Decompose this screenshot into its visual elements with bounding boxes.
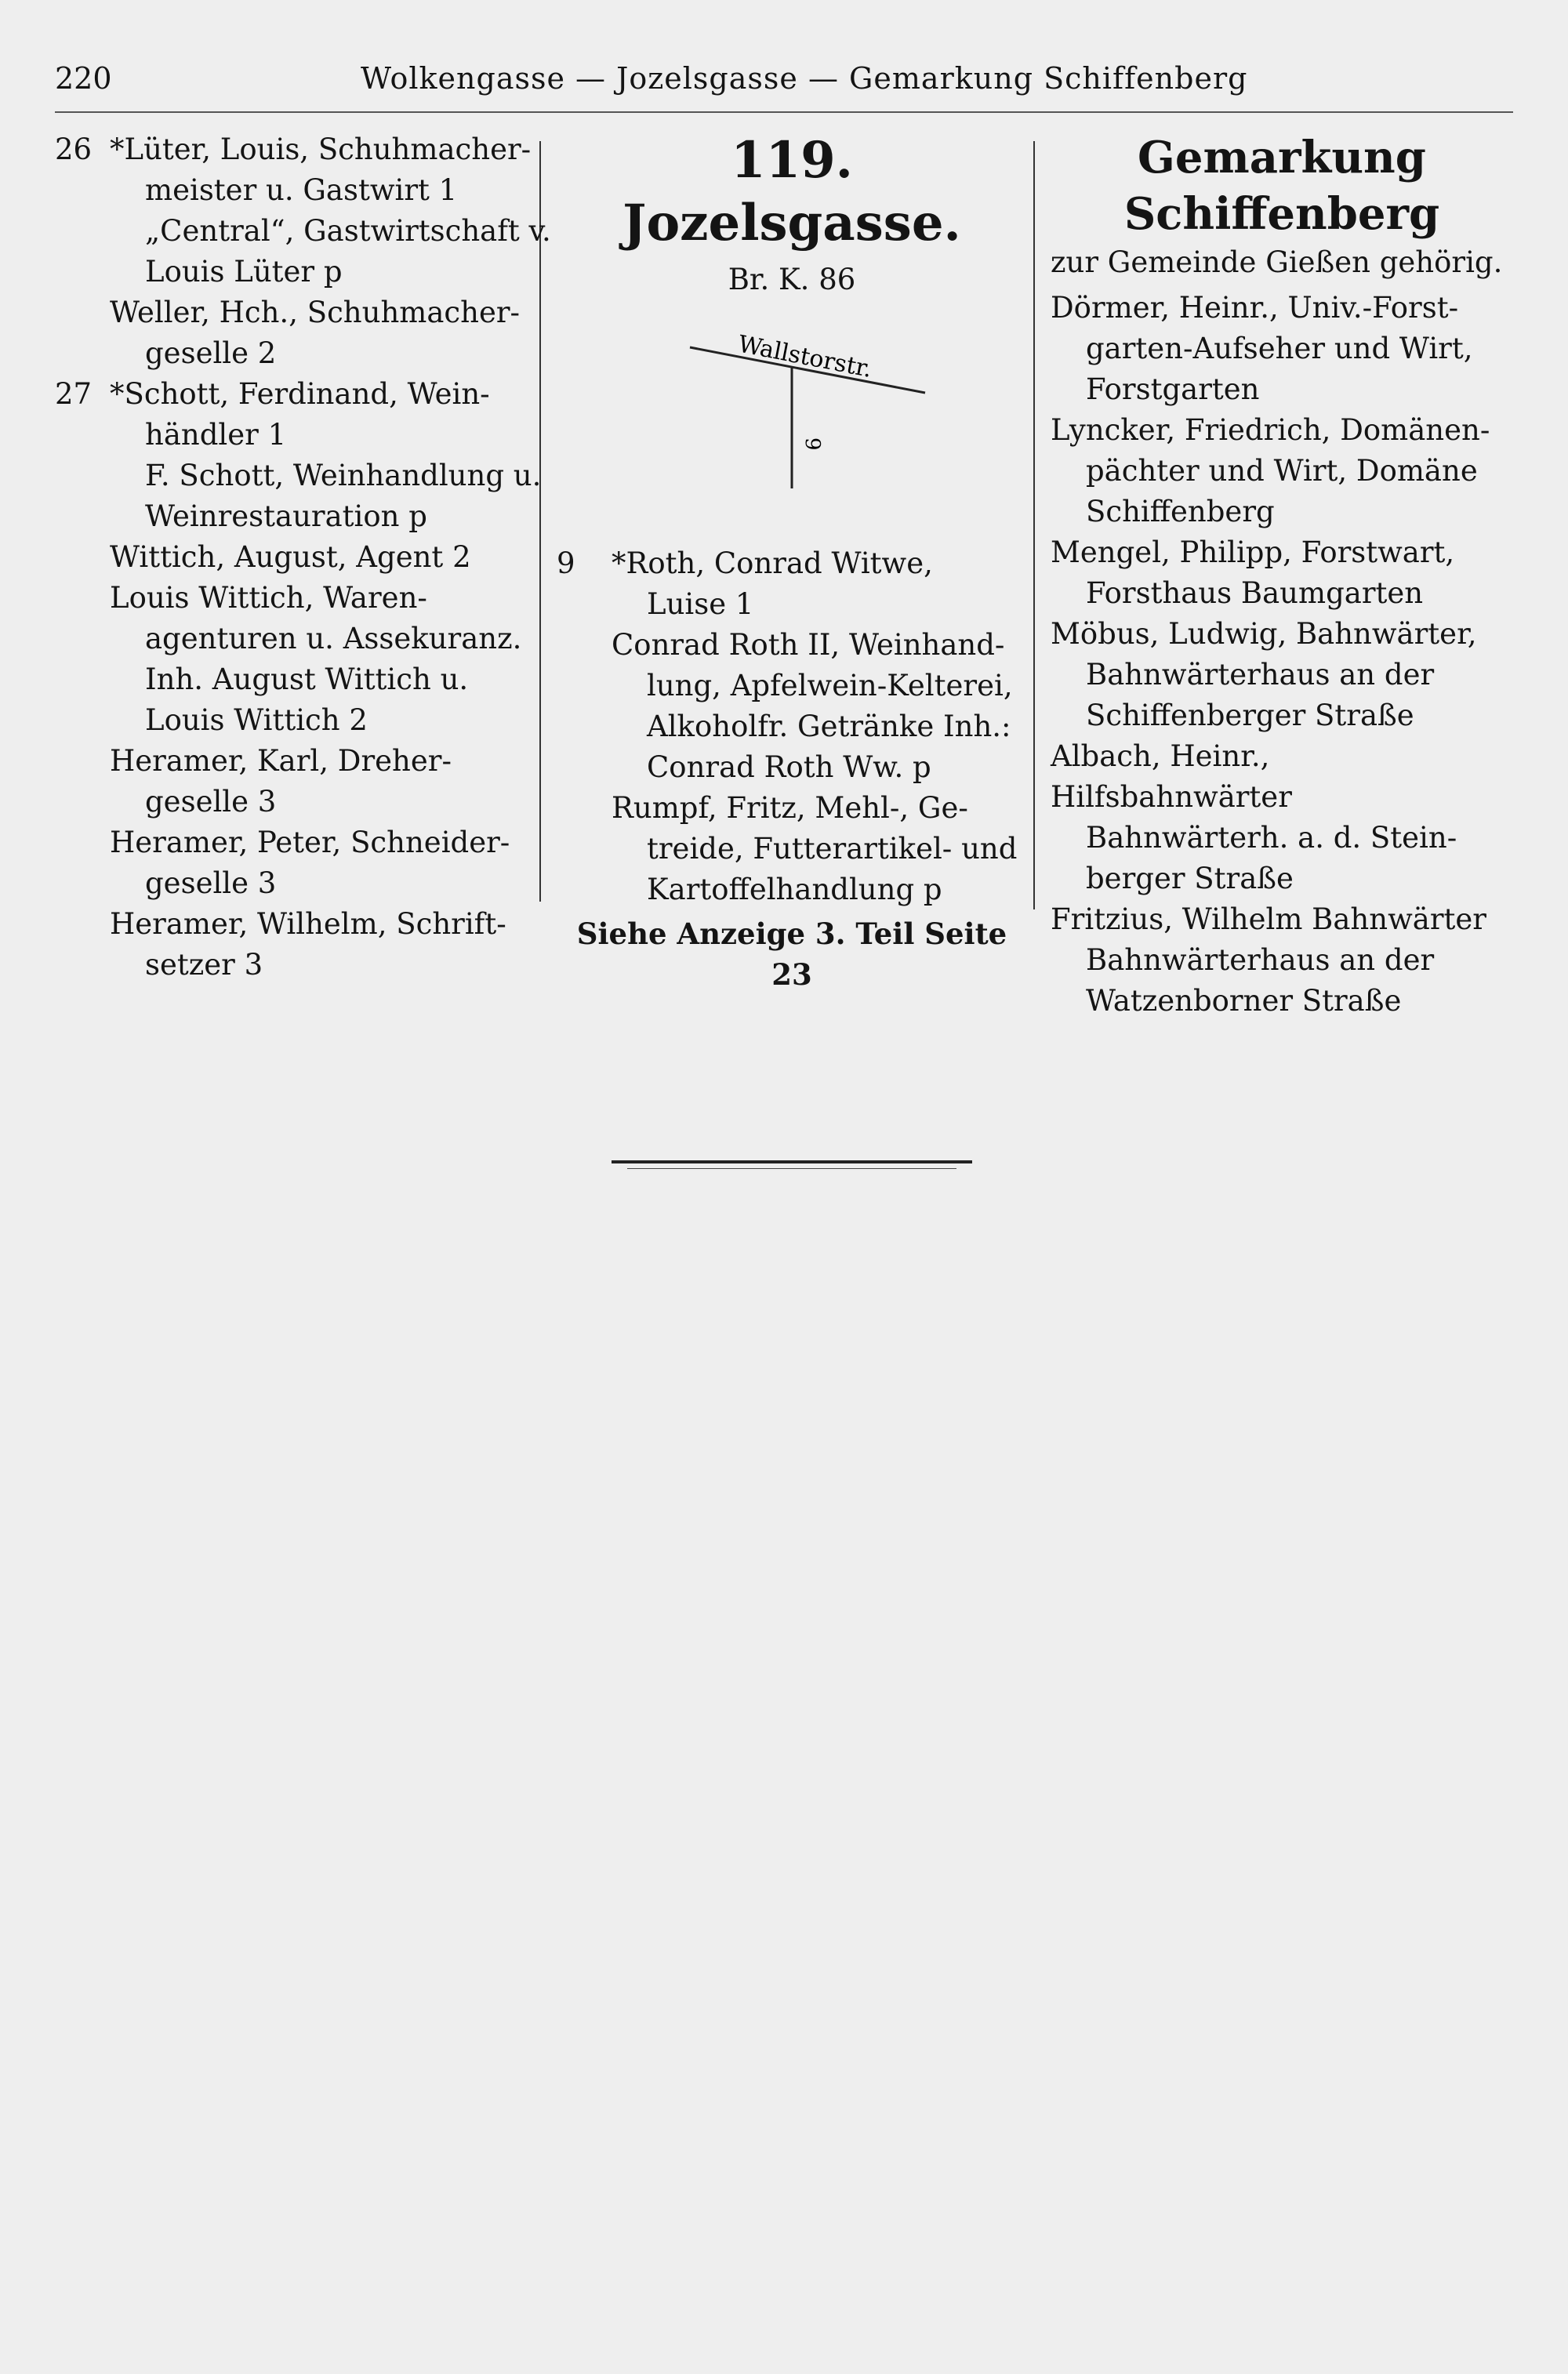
entry-line: agenturen u. Assekuranz. xyxy=(145,622,522,655)
entry-line: Alkoholfr. Getränke Inh.: xyxy=(647,710,1011,743)
advertisement-notice: Siehe Anzeige 3. Teil Seite 23 xyxy=(576,917,1007,992)
entry-line: pächter und Wirt, Domäne xyxy=(1086,454,1478,488)
street-map xyxy=(557,308,1027,543)
entry-line: Forsthaus Baumgarten xyxy=(1086,576,1424,610)
entry-line: händler 1 xyxy=(145,418,287,452)
column-gemarkung-schiffenberg xyxy=(1051,129,1513,1022)
section-title: Gemarkung xyxy=(1138,132,1426,183)
entry-line: Mengel, Philipp, Forstwart, xyxy=(1051,535,1455,569)
column-divider xyxy=(539,141,541,902)
entry-line: Louis Lüter p xyxy=(145,255,343,289)
map-house-number: 9 xyxy=(800,437,824,451)
house-number: 26 xyxy=(55,132,93,166)
entry-line: Luise 1 xyxy=(647,587,754,621)
entry-line: garten-Aufseher und Wirt, xyxy=(1086,332,1473,365)
map-street-label: Wallstorstr. xyxy=(735,330,875,383)
entry-line: Heramer, Wilhelm, Schrift- xyxy=(110,907,506,941)
entry-line: F. Schott, Weinhandlung u. xyxy=(145,459,542,492)
entry-line: Conrad Roth II, Weinhand- xyxy=(612,628,1005,662)
entry-line: Weller, Hch., Schuhmacher- xyxy=(110,296,521,329)
entry-line: Louis Wittich, Waren- xyxy=(110,581,427,615)
entry-line: berger Straße xyxy=(1086,862,1294,895)
entry-line: Heramer, Peter, Schneider- xyxy=(110,826,510,859)
entry-line: meister u. Gastwirt 1 xyxy=(145,173,458,207)
entry-line: Lyncker, Friedrich, Domänen- xyxy=(1051,413,1490,447)
section-end-rule xyxy=(627,1168,956,1169)
street-subtitle: Br. K. 86 xyxy=(728,263,856,296)
page-number: 220 xyxy=(55,61,112,96)
entry-line: Watzenborner Straße xyxy=(1086,984,1402,1018)
header-rule xyxy=(55,111,1513,113)
entry-line: geselle 3 xyxy=(145,785,277,819)
column-wolkengasse xyxy=(55,129,551,986)
entry-line: Albach, Heinr., Hilfsbahnwärter xyxy=(1051,739,1292,814)
entry-line: Wittich, August, Agent 2 xyxy=(110,540,471,574)
running-title: Wolkengasse — Jozelsgasse — Gemarkung Schiffenberg xyxy=(361,61,1248,96)
entry-line: Bahnwärterhaus an der xyxy=(1086,658,1435,692)
entry-line: Fritzius, Wilhelm Bahnwärter xyxy=(1051,902,1486,936)
entry-line: Louis Wittich 2 xyxy=(145,703,368,737)
entry-line: setzer 3 xyxy=(145,948,263,982)
entry-line: geselle 3 xyxy=(145,866,277,900)
section-title: Schiffenberg xyxy=(1123,188,1440,240)
entry-line: Forstgarten xyxy=(1086,372,1260,406)
street-map-drawing xyxy=(557,308,1027,543)
entry-line: lung, Apfelwein-Kelterei, xyxy=(647,669,1013,702)
entry-line: Kartoffelhandlung p xyxy=(647,873,942,906)
section-end-rule xyxy=(612,1160,972,1163)
entry-line: *Lüter, Louis, Schuhmacher- xyxy=(110,132,532,166)
house-number: 27 xyxy=(55,377,93,411)
entry-line: Heramer, Karl, Dreher- xyxy=(110,744,452,778)
house-number: 9 xyxy=(557,546,575,580)
entry-line: Bahnwärterhaus an der xyxy=(1086,943,1435,977)
street-title: 119. Jozelsgasse. xyxy=(622,131,961,252)
entry-line: Conrad Roth Ww. p xyxy=(647,750,931,784)
entry-line: Inh. August Wittich u. xyxy=(145,662,469,696)
column-divider xyxy=(1033,141,1035,909)
entry-line: Bahnwärterh. a. d. Stein- xyxy=(1086,821,1457,855)
entry-line: *Schott, Ferdinand, Wein- xyxy=(110,377,490,411)
entry-line: Weinrestauration p xyxy=(145,499,427,533)
entry-line: Möbus, Ludwig, Bahnwärter, xyxy=(1051,617,1477,651)
entry-line: Schiffenberger Straße xyxy=(1086,699,1414,732)
section-subtitle: zur Gemeinde Gießen gehörig. xyxy=(1051,245,1503,279)
entry-line: treide, Futterartikel- und xyxy=(647,832,1018,866)
entry-line: Rumpf, Fritz, Mehl-, Ge- xyxy=(612,791,968,825)
house-entry xyxy=(55,129,551,374)
entry-line: *Roth, Conrad Witwe, xyxy=(612,546,933,580)
page-header xyxy=(55,55,1513,110)
house-entry xyxy=(55,374,542,986)
house-entry xyxy=(557,543,1027,910)
entry-line: Dörmer, Heinr., Univ.-Forst- xyxy=(1051,291,1459,325)
entry-line: geselle 2 xyxy=(145,336,277,370)
entry-line: Schiffenberg xyxy=(1086,495,1275,528)
column-jozelsgasse xyxy=(557,129,1027,995)
entry-line: „Central“, Gastwirtschaft v. xyxy=(145,214,551,248)
